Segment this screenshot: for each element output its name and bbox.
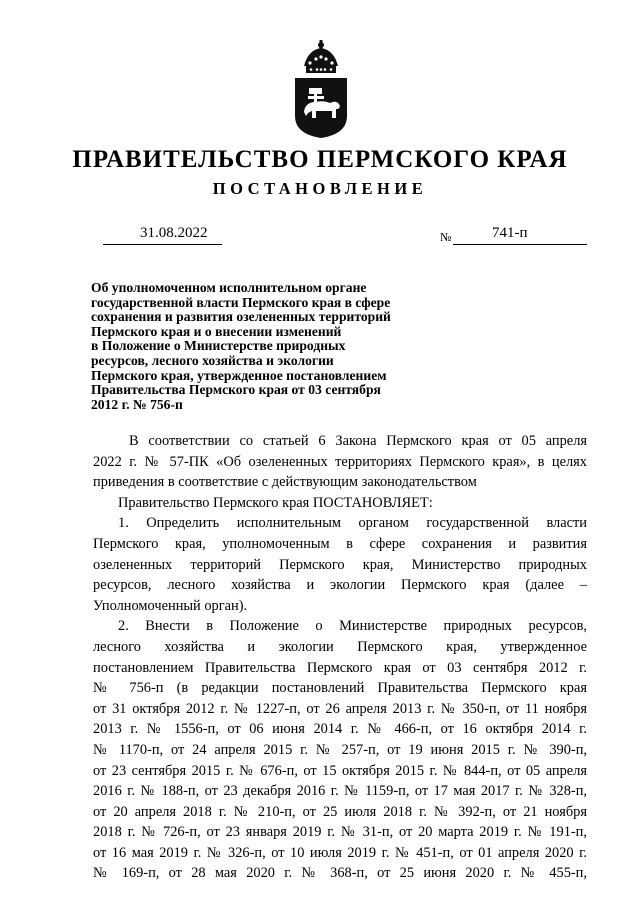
date-underline <box>103 244 222 245</box>
subject-line: в Положение о Министерстве природных <box>91 338 346 354</box>
subject-line: сохранения и развития озелененных территорий <box>91 309 391 325</box>
number-sign: № <box>440 230 452 244</box>
coat-of-arms-icon <box>286 40 356 140</box>
body-line: ресурсов, лесного хозяйства и экологии Пермского края (далее – <box>93 577 587 594</box>
body-line: Уполномоченный орган). <box>93 597 248 614</box>
number-underline <box>453 244 587 245</box>
document-date: 31.08.2022 <box>140 225 208 241</box>
document-subject <box>91 281 421 412</box>
body-line: от 23 сентября 2015 г. № 676-п, от 15 октября 2015 г. № 844-п, от 05 апреля <box>93 762 587 779</box>
body-line: № 169-п, от 28 мая 2020 г. № 368-п, от 25 июня 2020 г. № 455-п, <box>93 865 587 882</box>
body-line: приведения в соответствие с действующим законодательством <box>93 474 477 491</box>
subject-line: Пермского края и о внесении изменений <box>91 323 342 339</box>
body-line: 2. Внести в Положение о Министерстве природных ресурсов, <box>118 618 587 635</box>
subject-line: 2012 г. № 756-п <box>91 396 183 412</box>
body-line: от 31 октября 2012 г. № 1227-п, от 26 апреля 2013 г. № 350-п, от 11 ноября <box>93 700 587 717</box>
body-line: от 16 мая 2019 г. № 326-п, от 10 июля 2019 г. № 451-п, от 01 апреля 2020 г. <box>93 844 587 861</box>
body-line: лесного хозяйства и экологии Пермского края, утвержденное <box>93 638 587 655</box>
body-line: от 20 апреля 2018 г. № 210-п, от 25 июля 2018 г. № 392-п, от 21 ноября <box>93 803 587 820</box>
document-number: 741-п <box>492 225 528 241</box>
body-line: постановлением Правительства Пермского края от 03 сентября 2012 г. <box>93 659 587 676</box>
body-line: 1. Определить исполнительным органом государственной власти <box>118 515 587 532</box>
body-line: № 756-п (в редакции постановлений Правительства Пермского края <box>93 680 587 697</box>
body-line: 2016 г. № 188-п, от 23 декабря 2016 г. № 1159-п, от 17 мая 2017 г. № 328-п, <box>93 783 587 800</box>
body-line: 2022 г. № 57-ПК «Об озелененных территориях Пермского края», в целях <box>93 453 587 470</box>
body-line: Правительство Пермского края ПОСТАНОВЛЯЕТ: <box>118 494 433 511</box>
subject-line: Об уполномоченном исполнительном органе <box>91 280 367 295</box>
subject-line: Правительства Пермского края от 03 сентября <box>91 382 381 398</box>
document-type-title: ПОСТАНОВЛЕНИЕ <box>212 179 428 198</box>
body-line: 2013 г. № 1556-п, от 06 июня 2014 г. № 466-п, от 16 октября 2014 г. <box>93 721 587 738</box>
document-body <box>93 431 587 884</box>
body-line: Пермского края, уполномоченным в сфере сохранения и развития <box>93 535 587 552</box>
body-line: № 1170-п, от 24 апреля 2015 г. № 257-п, от 19 июня 2015 г. № 390-п, <box>93 741 587 758</box>
body-line: В соответствии со статьей 6 Закона Пермского края от 05 апреля <box>129 433 587 449</box>
government-title: ПРАВИТЕЛЬСТВО ПЕРМСКОГО КРАЯ <box>72 146 568 173</box>
subject-line: государственной власти Пермского края в сфере <box>91 294 391 310</box>
subject-line: ресурсов, лесного хозяйства и экологии <box>91 352 334 368</box>
subject-line: Пермского края, утвержденное постановлением <box>91 367 387 383</box>
body-line: озелененных территорий Пермского края, Министерство природных <box>93 556 587 573</box>
body-line: 2018 г. № 726-п, от 23 января 2019 г. № 31-п, от 20 марта 2019 г. № 191-п, <box>93 824 587 841</box>
